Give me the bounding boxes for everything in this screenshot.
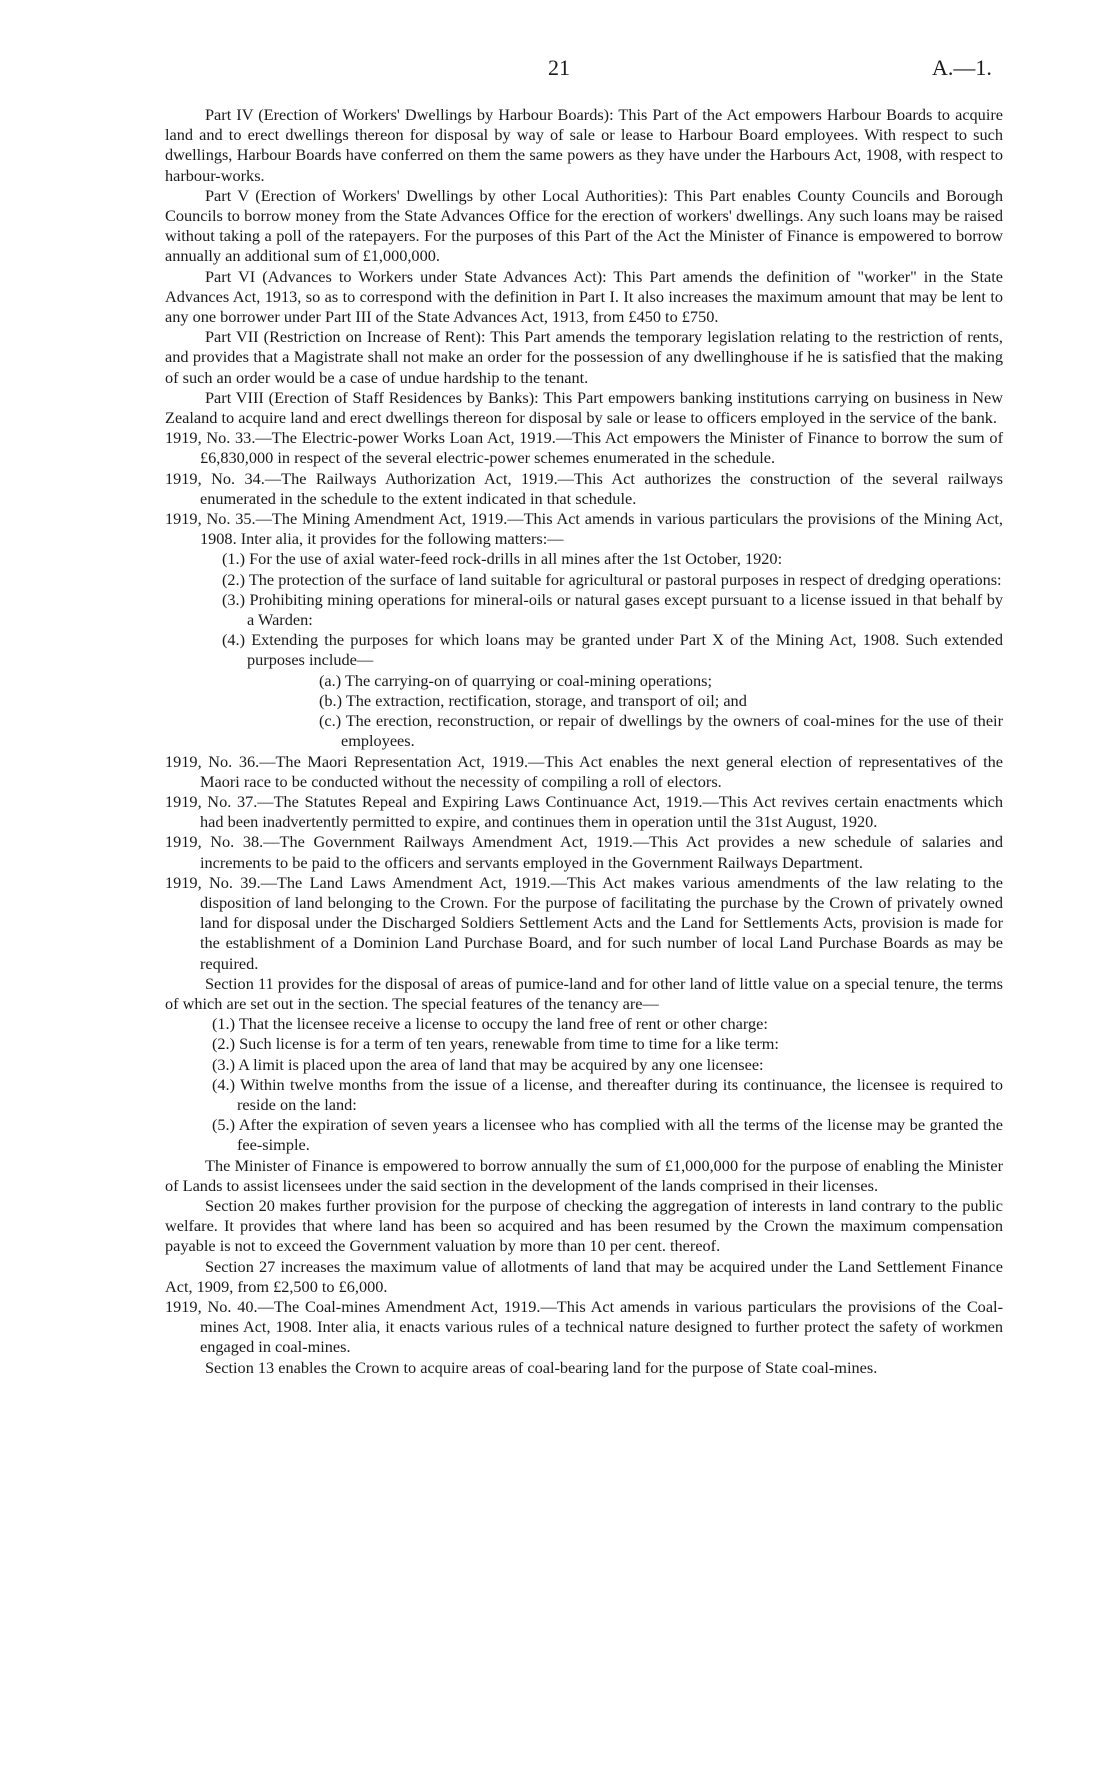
- paragraph: Part IV (Erection of Workers' Dwellings by Harbour Boards): This Part of the Act empowers Harbour Boards to acquire land and to erect dwellings thereon for disposal by way of sale or lease to Harbour Board employees. With respect to such dwellings, Harbour Boards have conferred on them the same powers as they have under the Harbours Act, 1908, with respect to harbour-works.: [165, 105, 1003, 185]
- paragraph: The Minister of Finance is empowered to borrow annually the sum of £1,000,000 for the purpose of enabling the Minister of Lands to assist licensees under the said section in the development of the lands comprised in their licenses.: [165, 1155, 1003, 1195]
- list-item: (3.) A limit is placed upon the area of land that may be acquired by any one licensee:: [212, 1054, 764, 1074]
- list-item: (2.) The protection of the surface of land suitable for agricultural or pastoral purposes in respect of dredging operations:: [222, 569, 1002, 589]
- sub-list-item: (c.) The erection, reconstruction, or repair of dwellings by the owners of coal-mines for the use of their employees.: [319, 711, 1003, 751]
- list-item: (3.) Prohibiting mining operations for mineral-oils or natural gases except pursuant to a license issued in that behalf by a Warden:: [222, 589, 1003, 630]
- paragraph: Part VIII (Erection of Staff Residences by Banks): This Part empowers banking institutions carrying on business in New Zealand to acquire land and erect dwellings thereon for disposal by sale or lease to officers employed in the service of the bank.: [165, 387, 1003, 428]
- paragraph: Section 11 provides for the disposal of areas of pumice-land and for other land of little value on a special tenure, the terms of which are set out in the section. The special features of the tenancy are—: [165, 973, 1003, 1013]
- page-number: 21: [548, 55, 570, 80]
- list-item: (4.) Within twelve months from the issue of a license, and thereafter during its continuance, the licensee is required to reside on the land:: [212, 1074, 1003, 1114]
- list-item: (2.) Such license is for a term of ten years, renewable from time to time for a like term:: [212, 1034, 779, 1054]
- act-entry: 1919, No. 35.—The Mining Amendment Act, 1919.—This Act amends in various particulars the provisions of the Mining Act, 1908. Inter alia, it provides for the following matters:—: [165, 509, 1003, 549]
- list-item: (1.) For the use of axial water-feed rock-drills in all mines after the 1st October, 1920:: [222, 549, 783, 569]
- list-item: (5.) After the expiration of seven years a licensee who has complied with all the terms of the license may be granted the fee-simple.: [212, 1115, 1003, 1155]
- paragraph: Part VII (Restriction on Increase of Rent): This Part amends the temporary legislation relating to the restriction of rents, and provides that a Magistrate shall not make an order for the possession of any dwellinghouse if he is satisfied that the making of such an order would be a case of undue hardship to the tenant.: [165, 327, 1003, 387]
- list-item: (1.) That the licensee receive a license to occupy the land free of rent or other charge:: [212, 1014, 768, 1034]
- act-entry: 1919, No. 39.—The Land Laws Amendment Act, 1919.—This Act makes various amendments of the law relating to the disposition of land belonging to the Crown. For the purpose of facilitating the purchase by the Crown of privately owned land for disposal under the Discharged Soldiers Settlement Acts and the Land for Settlements Acts, provision is made for the establishment of a Dominion Land Purchase Board, and for such number of local Land Purchase Boards as may be required.: [165, 872, 1003, 973]
- sub-list-item: (a.) The carrying-on of quarrying or coal-mining operations;: [319, 670, 713, 690]
- paragraph: Part V (Erection of Workers' Dwellings by other Local Authorities): This Part enables County Councils and Borough Councils to borrow money from the State Advances Office for the erection of workers' dwellings. Any such loans may be raised without taking a poll of the ratepayers. For the purposes of this Part of the Act the Minister of Finance is empowered to borrow annually an additional sum of £1,000,000.: [165, 185, 1003, 266]
- act-entry: 1919, No. 37.—The Statutes Repeal and Expiring Laws Continuance Act, 1919.—This Act revives certain enactments which had been inadvertently permitted to expire, and continues them in operation until the 31st August, 1920.: [165, 791, 1003, 832]
- document-reference: A.—1.: [932, 55, 992, 80]
- paragraph: Section 27 increases the maximum value of allotments of land that may be acquired under the Land Settlement Finance Act, 1909, from £2,500 to £6,000.: [165, 1256, 1003, 1296]
- sub-list-item: (b.) The extraction, rectification, storage, and transport of oil; and: [319, 690, 747, 710]
- document-body: [165, 105, 1003, 1378]
- paragraph: Part VI (Advances to Workers under State Advances Act): This Part amends the definition of "worker" in the State Advances Act, 1913, so as to correspond with the definition in Part I. It also increases the maximum amount that may be lent to any one borrower under Part III of the State Advances Act, 1913, from £450 to £750.: [165, 266, 1003, 327]
- act-entry: 1919, No. 33.—The Electric-power Works Loan Act, 1919.—This Act empowers the Minister of Finance to borrow the sum of £6,830,000 in respect of the several electric-power schemes enumerated in the schedule.: [165, 428, 1003, 468]
- paragraph: Section 20 makes further provision for the purpose of checking the aggregation of interests in land contrary to the public welfare. It provides that where land has been so acquired and has been resumed by the Crown the maximum compensation payable is not to exceed the Government valuation by more than 10 per cent. thereof.: [165, 1195, 1003, 1256]
- list-item: (4.) Extending the purposes for which loans may be granted under Part X of the Mining Act, 1908. Such extended purposes include—: [222, 630, 1003, 670]
- act-entry: 1919, No. 38.—The Government Railways Amendment Act, 1919.—This Act provides a new schedule of salaries and increments to be paid to the officers and servants employed in the Government Railways Department.: [165, 832, 1003, 872]
- paragraph: Section 13 enables the Crown to acquire areas of coal-bearing land for the purpose of State coal-mines.: [205, 1357, 878, 1377]
- act-entry: 1919, No. 36.—The Maori Representation Act, 1919.—This Act enables the next general election of representatives of the Maori race to be conducted without the necessity of compiling a roll of electors.: [165, 751, 1003, 791]
- act-entry: 1919, No. 34.—The Railways Authorization Act, 1919.—This Act authorizes the construction of the several railways enumerated in the schedule to the extent indicated in that schedule.: [165, 468, 1003, 508]
- act-entry: 1919, No. 40.—The Coal-mines Amendment Act, 1919.—This Act amends in various particulars the provisions of the Coal-mines Act, 1908. Inter alia, it enacts various rules of a technical nature designed to further protect the safety of workmen engaged in coal-mines.: [165, 1296, 1003, 1357]
